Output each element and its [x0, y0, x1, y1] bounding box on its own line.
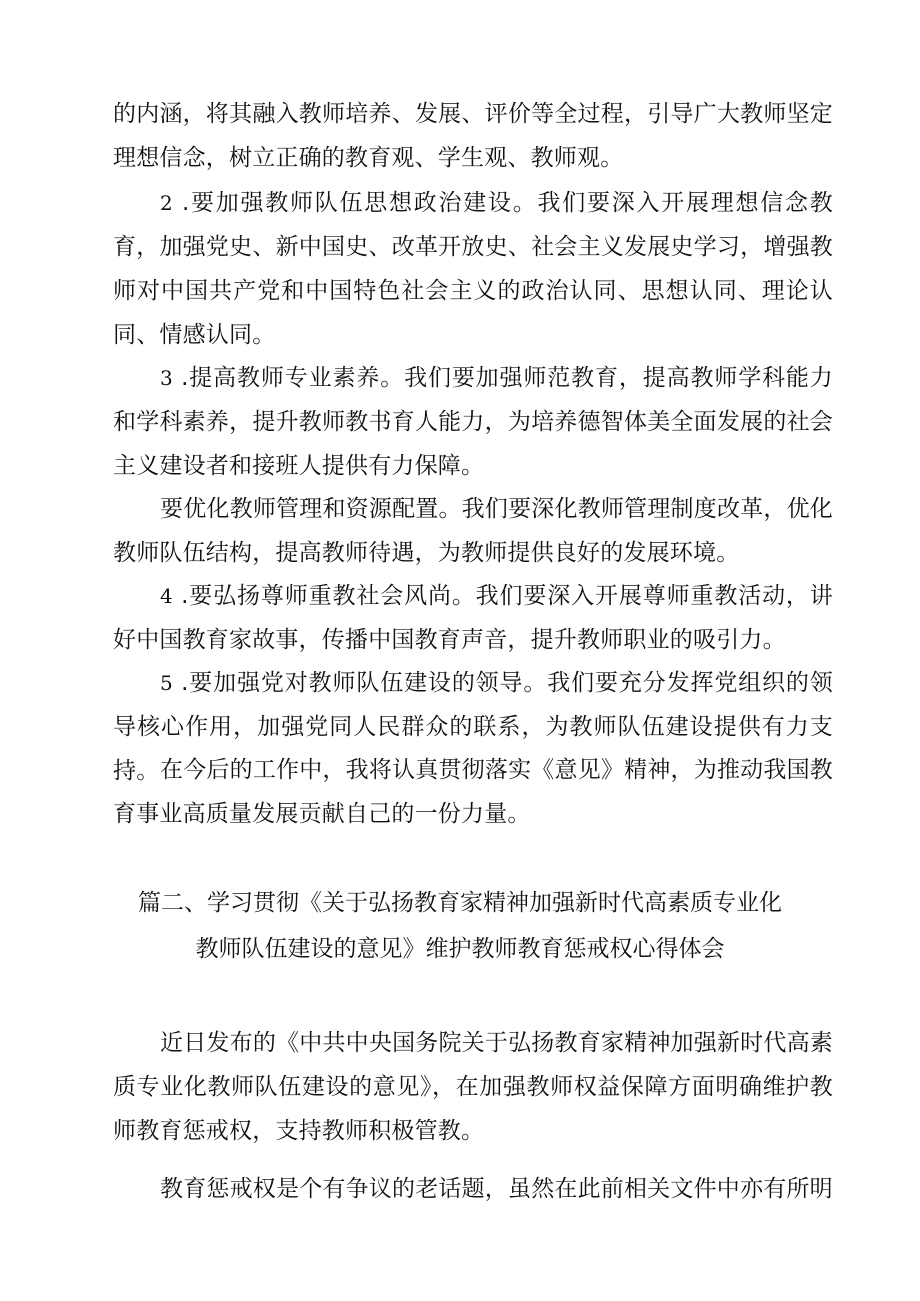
paragraph-text: .提高教师专业素养。我们要加强师范教育，提高教师学科能力和学科素养，提升教师教书育人能力，为培养德智体美全面发展的社会主义建设者和接班人提供有力保障。 — [113, 365, 833, 479]
point-number: 2 — [160, 191, 173, 215]
paragraph-text: .要加强党对教师队伍建设的领导。我们要充分发挥党组织的领导核心作用，加强党同人民群众的联系，为教师队伍建设提供有力支持。 — [113, 670, 833, 784]
point-number: 4 — [160, 584, 173, 608]
paragraph-point-3 — [113, 356, 833, 488]
paragraph-text: .要弘扬尊师重教社会风尚。我们要深入开展尊师重教活动，讲好中国教育家故事，传播中国教育声音，提升教师职业的吸引力。 — [113, 583, 833, 653]
section-heading-line-1: 篇二、学习贯彻《关于弘扬教育家精神加强新时代高素质专业化 — [138, 890, 782, 916]
paragraph-point-4 — [113, 574, 833, 662]
paragraph-intro-continuation: 的内涵，将其融入教师培养、发展、评价等全过程，引导广大教师坚定理想信念，树立正确的教育观、学生观、教师观。 — [113, 101, 833, 171]
paragraph-section2-intro: 近日发布的《中共中央国务院关于弘扬教育家精神加强新时代高素质专业化教师队伍建设的意见》，在加强教师权益保障方面明确维护教师教育惩戒权，支持教师积极管教。 — [113, 1030, 833, 1144]
paragraph-conclusion: 在今后的工作中，我将认真贯彻落实《意见》精神，为推动我国教育事业高质量发展贡献自己的一份力量。 — [113, 757, 833, 827]
paragraph-section2-discipline: 教育惩戒权是个有争议的老话题，虽然在此前相关文件中亦有所明 — [160, 1176, 833, 1202]
paragraph-management: 要优化教师管理和资源配置。我们要深化教师管理制度改革，优化教师队伍结构，提高教师待遇，为教师提供良好的发展环境。 — [113, 496, 833, 566]
section-heading-line-2: 教师队伍建设的意见》维护教师教育惩戒权心得体会 — [195, 936, 725, 962]
paragraph-text: .要加强教师队伍思想政治建设。我们要深入开展理想信念教育，加强党史、新中国史、改革开放史、社会主义发展史学习，增强教师对中国共产党和中国特色社会主义的政治认同、思想认同、理论认同、情感认同。 — [113, 190, 833, 348]
paragraph-point-2 — [113, 181, 833, 357]
point-number: 5 — [160, 671, 173, 695]
point-number: 3 — [160, 366, 173, 390]
